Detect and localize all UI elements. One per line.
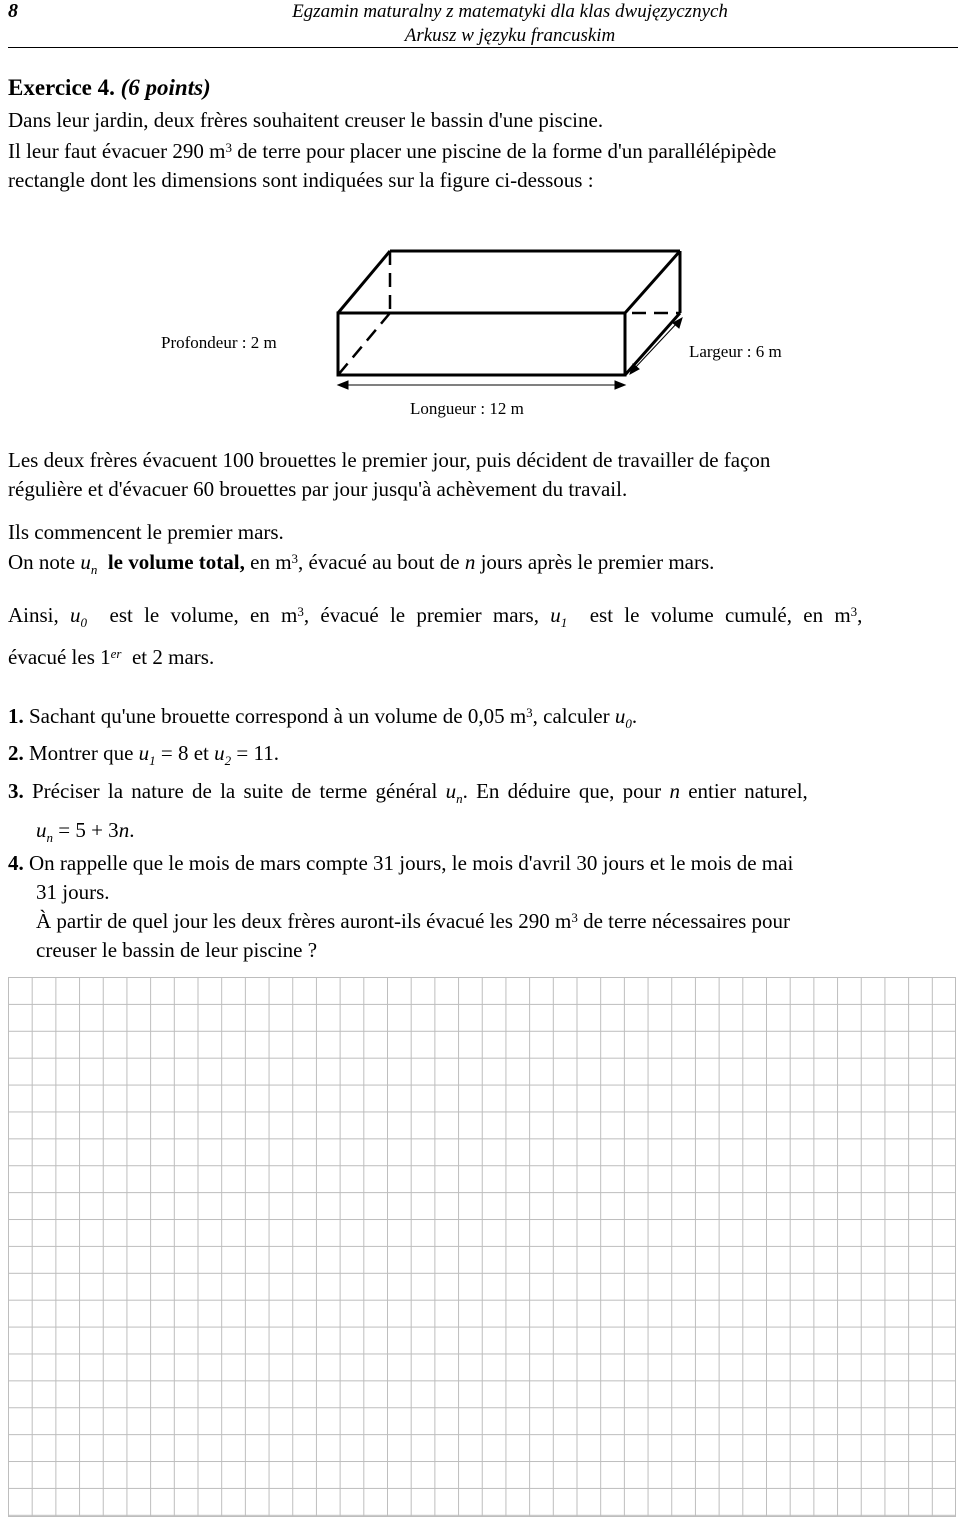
length-arrow-head-right xyxy=(615,381,625,389)
body-p4-a: Ainsi, xyxy=(8,603,71,627)
body-p5: évacué les 1er et 2 mars. xyxy=(8,645,215,669)
edge-right-top xyxy=(625,251,680,313)
question-1-a: Sachant qu'une brouette correspond à un volume de 0,05 m xyxy=(23,704,527,728)
intro-line-2a: Il leur faut évacuer 290 m xyxy=(8,139,226,163)
question-4-line3: À partir de quel jour les deux frères auront-ils évacué les 290 $m^3$ de terre nécessaires pour xyxy=(36,909,791,933)
page-number: 8 xyxy=(8,0,18,22)
body-p4-d: est le volume cumulé, en m xyxy=(578,603,851,627)
answer-grid[interactable] xyxy=(8,977,956,1517)
question-3-a: Préciser la nature de la suite de terme général xyxy=(23,779,446,803)
intro-line-3: rectangle dont les dimensions sont indiquées sur la figure ci-dessous : xyxy=(8,168,594,192)
body-p4: Ainsi, $u_0$ est le volume, en $m^3$, évacué le premier mars, $u_1$ est le volume cumulé, en $m^3$, xyxy=(8,603,863,630)
question-2-number: 2. xyxy=(8,741,24,765)
body-p4-c: , évacué le premier mars, xyxy=(303,603,551,627)
exercise-heading-prefix: Exercice 4. xyxy=(8,75,115,100)
intro-line-2: Il leur faut évacuer 290 $m^3$ de terre pour placer une piscine de la forme d'un parallélépipède xyxy=(8,139,777,163)
question-3: 3. Préciser la nature de la suite de terme général $u_n$. En déduire que, pour n entier naturel, xyxy=(8,779,808,806)
body-p1-line1: Les deux frères évacuent 100 brouettes le premier jour, puis décident de travailler de façon xyxy=(8,448,771,472)
width-arrow xyxy=(633,322,678,370)
question-4-number: 4. xyxy=(8,851,24,875)
exercise-points: (6 points) xyxy=(120,75,211,100)
question-3-number: 3. xyxy=(8,779,24,803)
question-4-line2: 31 jours. xyxy=(36,880,110,904)
question-3-formula-text: = 5 + 3 xyxy=(53,818,119,842)
question-1-number: 1. xyxy=(8,704,24,728)
exam-title-line2: Arkusz w języku francuskim xyxy=(404,25,616,46)
header-divider xyxy=(8,47,958,48)
body-p5-b: et 2 mars. xyxy=(131,645,215,669)
intro-line-2b: de terre pour placer une piscine de la forme d'un parallélépipède xyxy=(232,139,777,163)
question-4-line1 xyxy=(8,849,793,878)
question-1-b: , calculer xyxy=(532,704,615,728)
question-2-b: = 8 xyxy=(155,741,189,765)
body-p4-b: est le volume, en m xyxy=(98,603,298,627)
exam-title-line1: Egzamin maturalny z matematyki dla klas dwujęzycznych xyxy=(292,1,728,22)
question-4-line4: creuser le bassin de leur piscine ? xyxy=(36,938,318,962)
body-p3-d: , évacué au bout de xyxy=(298,550,465,574)
question-3-formula: $u_n = 5 + 3n$. xyxy=(36,818,135,845)
question-2-a: Montrer que xyxy=(23,741,139,765)
question-2: 2. Montrer que $u_1 = 8$ et $u_2 = 11$. xyxy=(8,741,279,768)
body-p5-a: évacué les 1 xyxy=(8,645,111,669)
length-label: Longueur : 12 m xyxy=(410,399,524,418)
body-p3-e: jours après le premier mars. xyxy=(475,550,715,574)
question-4-line3-a: À partir de quel jour les deux frères auront-ils évacué les 290 m xyxy=(36,909,572,933)
length-arrow-head-left xyxy=(338,381,348,389)
body-p1-line2: régulière et d'évacuer 60 brouettes par jour jusqu'à achèvement du travail. xyxy=(8,477,628,501)
question-2-c: et xyxy=(188,741,215,765)
question-2-d: = 11. xyxy=(231,741,279,765)
width-label: Largeur : 6 m xyxy=(689,342,782,361)
intro-line-1: Dans leur jardin, deux frères souhaitent creuser le bassin d'une piscine. xyxy=(8,108,604,132)
question-4-line1-text: On rappelle que le mois de mars compte 31 jours, le mois d'avril 30 jours et le mois de mai xyxy=(23,851,794,875)
body-p3-bold: le volume total, xyxy=(107,550,245,574)
body-p3: On note $u_n$ le volume total, en $m^3$, évacué au bout de n jours après le premier mars. xyxy=(8,550,715,577)
exercise-heading xyxy=(8,73,211,102)
body-p3-c: en m xyxy=(244,550,292,574)
question-4-line3-b: de terre nécessaires pour xyxy=(577,909,791,933)
body-p3-a: On note xyxy=(8,550,81,574)
question-3-b: . En déduire que, pour xyxy=(462,779,670,803)
question-3-c: entier naturel, xyxy=(679,779,808,803)
question-1: 1. Sachant qu'une brouette correspond à un volume de 0,05 $m^3$, calculer $u_0$. xyxy=(8,704,638,731)
hidden-edge-diagonal xyxy=(338,313,390,375)
depth-label: Profondeur : 2 m xyxy=(161,333,277,352)
edge-left-top xyxy=(338,251,390,313)
body-p2: Ils commencent le premier mars. xyxy=(8,520,284,544)
exam-header xyxy=(250,0,770,48)
